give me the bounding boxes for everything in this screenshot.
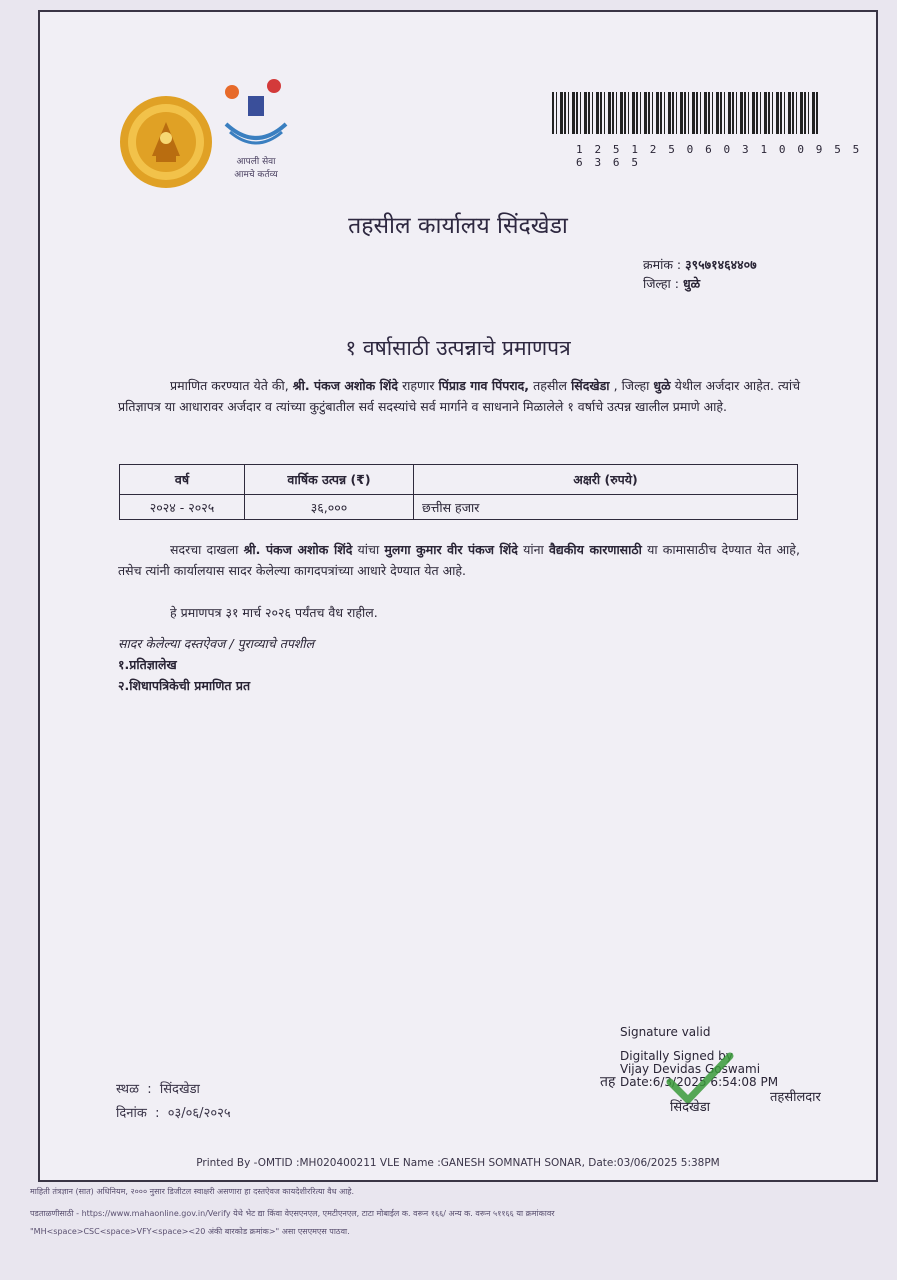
village: पिंप्राड गाव पिंपराद, [438,378,530,393]
col-words: अक्षरी (रुपये) [414,465,798,495]
validity-value: हे प्रमाणपत्र ३१ मार्च २०२६ पर्यंतच वैध राहील. [170,605,378,620]
footer-note-1: माहिती तंत्रज्ञान (सात) अधिनियम, २००० नुसार डिजीटल स्वाक्षरी असणारा हा दस्तऐवज कायदेशीररित्या वैध आहे. [30,1187,355,1196]
beneficiary: मुलगा कुमार वीर पंकज शिंदे [384,542,518,557]
signature-line-1: Digitally Signed by [620,1049,733,1063]
barcode-number: 1 2 5 1 2 5 0 6 0 3 1 0 0 9 5 5 6 3 6 5 [576,143,862,169]
taluka: सिंदखेडा [571,378,610,393]
place-label: स्थळ [116,1082,139,1097]
printed-by: Printed By -OMTID :MH020400211 VLE Name :GANESH SOMNATH SONAR, Date:03/06/2025 5:38PM [196,1157,720,1169]
applicant-name: श्री. पंकज अशोक शिंदे [292,378,399,393]
maharashtra-emblem-icon [118,94,214,190]
income-table-header [120,465,798,495]
col-income: वार्षिक उत्पन्न (₹) [245,465,414,495]
certificate-sheet [38,10,878,1182]
place-date: स्थळ : सिंदखेडा दिनांक : ०३/०६/२०२५ [116,1082,231,1121]
paragraph-purpose [118,539,800,581]
certificate-meta [643,255,757,293]
p2-text-d: या कामासाठीच देण्यात येत आहे, तसेच त्यांनी कार्यालयास सादर केलेल्या कागदपत्रांच्या आधारे देण्यात येत आहे. [118,542,800,578]
signature-office: सिंदखेडा [670,1100,711,1115]
office-title: तहसील कार्यालय सिंदखेडा [348,213,568,239]
cell-income: ३६,००० [245,495,414,520]
p1-text-d: , जिल्हा [613,378,650,393]
cell-year: २०२४ - २०२५ [120,495,245,520]
documents-list [118,633,314,696]
place-value: सिंदखेडा [159,1082,200,1097]
signature-valid-text: Signature valid [620,1025,711,1039]
table-row [120,495,798,520]
designation: तहसीलदार [770,1090,821,1105]
certificate-title: १ वर्षासाठी उत्पन्नाचे प्रमाणपत्र [345,336,571,360]
date-label: दिनांक [116,1106,147,1121]
col-year: वर्ष [120,465,245,495]
cell-words: छत्तीस हजार [414,495,798,520]
aaple-sarkar-logo [218,74,318,194]
p1-text-b: राहणार [402,378,435,393]
p1-text-a: प्रमाणित करण्यात येते की, [170,378,289,393]
footer-note-3: "MH<space>CSC<space>VFY<space><20 अंकी बारकोड क्रमांक>" असा एसएमएस पाठवा. [30,1227,350,1236]
income-table [119,464,798,520]
p2-applicant-name: श्री. पंकज अशोक शिंदे [243,542,353,557]
designation-prefix: तह [600,1074,616,1090]
list-item: १.प्रतिज्ञालेख [118,657,177,672]
aaple-tagline-1: आपली सेवा [236,157,276,167]
date-value: ०३/०६/२०२५ [167,1106,231,1121]
p1-text-c: तहसील [533,378,568,393]
digital-signature [600,1025,850,1125]
number-value: ३९५७१४६४४०७ [685,257,757,272]
barcode [552,92,820,134]
paragraph-certify [118,375,800,417]
aaple-tagline-2: आमचे कर्तव्य [234,170,278,180]
district-label: जिल्हा : [643,276,679,291]
p2-text-b: यांचा [357,542,380,557]
signature-line-3: Date:6/3/2025 6:54:08 PM [620,1075,779,1089]
aaple-sarkar-icon [218,74,294,154]
p1-text-e: येथील अर्जदार आहेत. त्यांचे प्रतिज्ञापत्र या आधारावर अर्जदार व त्यांच्या कुटुंबातील सर्व सदस्यांचे सर्व मार्गाने व साधनाने मिळालेले १ वर्षाचे उत्पन्न खालील प्रमाणे आहे. [118,378,801,414]
number-label: क्रमांक : [643,257,682,272]
purpose: वैद्यकीय कारणासाठी [548,542,642,557]
p2-text-a: सदरचा दाखला [170,542,239,557]
validity-text [118,602,800,623]
list-item: २.शिधापत्रिकेची प्रमाणित प्रत [118,678,251,693]
district-value: धुळे [682,276,701,291]
district: धुळे [653,378,671,393]
footer-note-2: पडताळणीसाठी - https://www.mahaonline.gov.in/Verify येथे भेट द्या किंवा वेएसएनएल, एमटीएनएल, टाटा मोबाईल क. वरून १६६/ अन्य क. वरून ५११६६ या क्रमांकावर [30,1209,555,1218]
documents-heading: सादर केलेल्या दस्तऐवज / पुराव्याचे तपशील [118,636,315,651]
signature-line-2: Vijay Devidas Goswami [620,1062,761,1076]
p2-text-c: यांना [523,542,544,557]
